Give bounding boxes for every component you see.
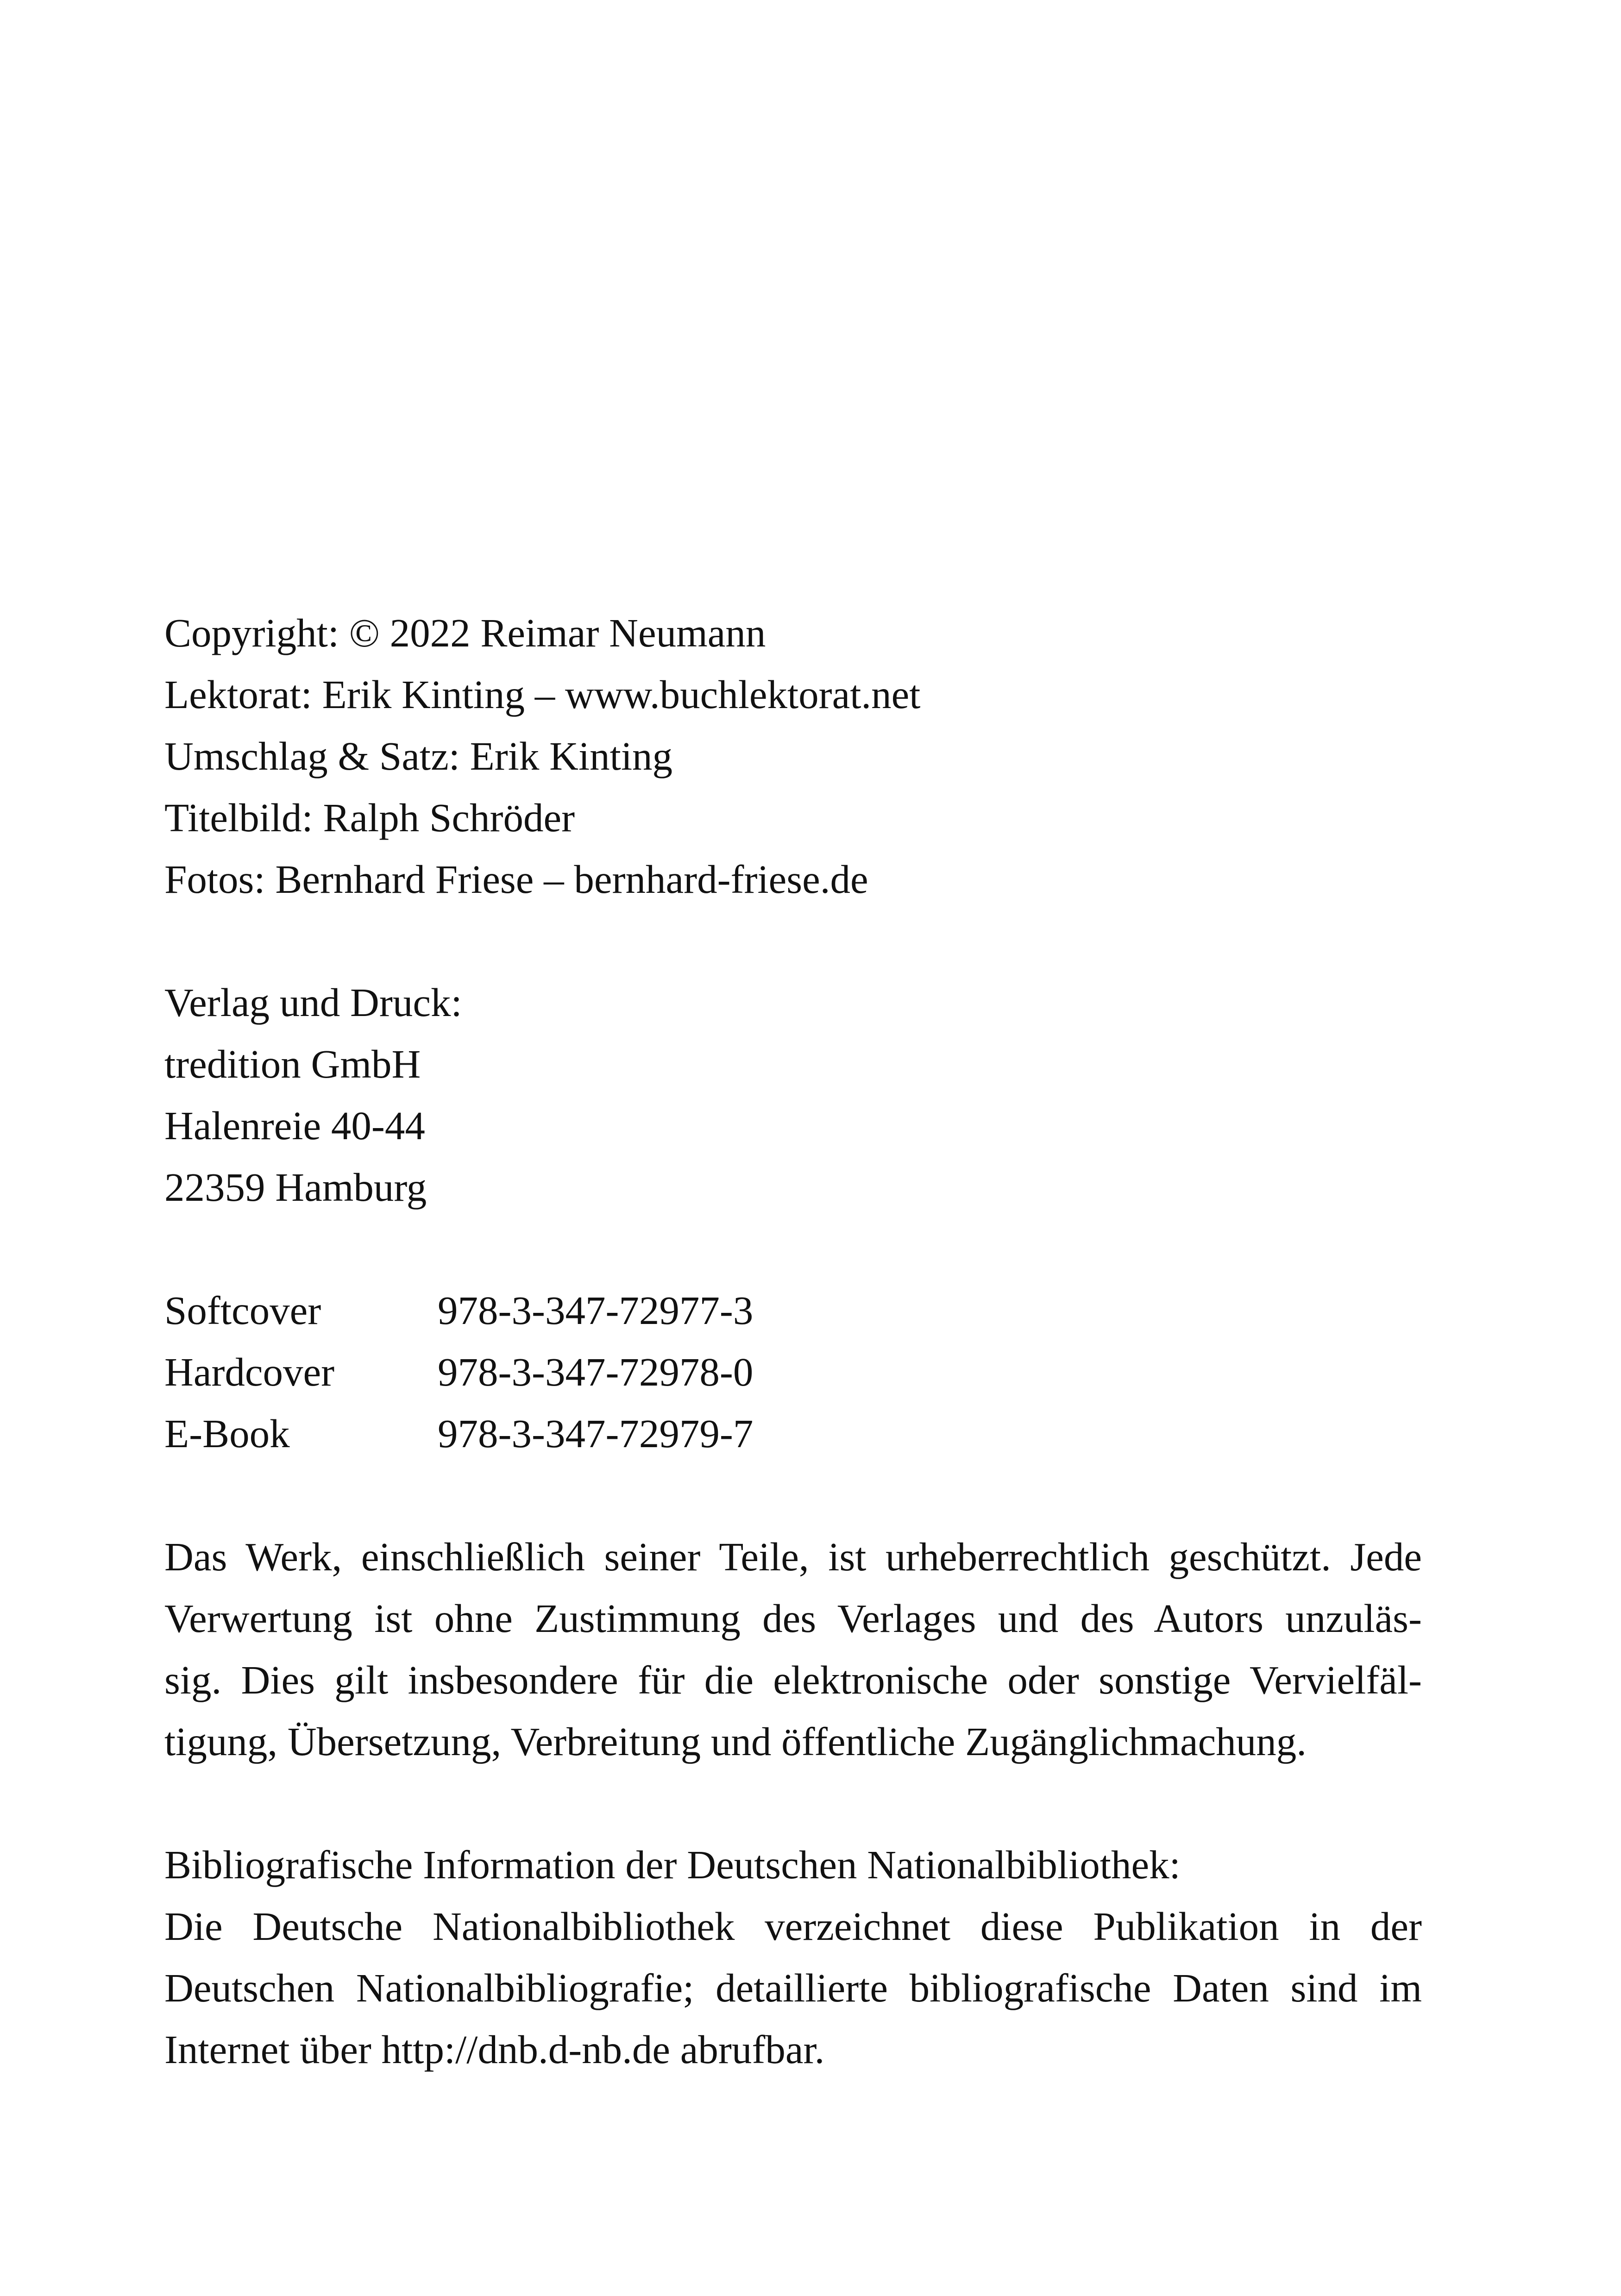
isbn-row bbox=[164, 1403, 1422, 1464]
spacer bbox=[164, 1464, 1422, 1526]
publisher-heading: Verlag und Druck: bbox=[164, 980, 462, 1025]
publisher-city: 22359 Hamburg bbox=[164, 1165, 427, 1210]
spacer bbox=[164, 1772, 1422, 1834]
rights-notice-line: tigung, Übersetzung, Verbreitung und öffentliche Zugänglichmachung. bbox=[164, 1719, 1307, 1764]
dnb-heading: Bibliografische Information der Deutschen Nationalbibliothek: bbox=[164, 1842, 1181, 1887]
dnb-block bbox=[164, 1834, 1422, 2080]
isbn-number: 978-3-347-72978-0 bbox=[438, 1349, 754, 1394]
publisher-name: tredition GmbH bbox=[164, 1041, 421, 1086]
titelbild-line: Titelbild: Ralph Schröder bbox=[164, 795, 575, 840]
spacer bbox=[164, 1218, 1422, 1280]
rights-notice bbox=[164, 1526, 1422, 1772]
credits-block bbox=[164, 602, 1422, 910]
publisher-street: Halenreie 40-44 bbox=[164, 1103, 425, 1148]
spacer bbox=[164, 910, 1422, 972]
dnb-line: Die Deutsche Nationalbibliothek verzeichnet diese Publikation in der bbox=[164, 1904, 1422, 1949]
lektorat-line: Lektorat: Erik Kinting – www.buchlektorat.net bbox=[164, 672, 921, 717]
fotos-line: Fotos: Bernhard Friese – bernhard-friese.de bbox=[164, 857, 868, 902]
imprint-content bbox=[164, 602, 1422, 2080]
rights-notice-line: Das Werk, einschließlich seiner Teile, ist urheberrechtlich geschützt. Jede bbox=[164, 1534, 1422, 1579]
dnb-line: Internet über http://dnb.d-nb.de abrufbar. bbox=[164, 2027, 825, 2072]
isbn-number: 978-3-347-72979-7 bbox=[438, 1411, 754, 1456]
copyright-line: Copyright: © 2022 Reimar Neumann bbox=[164, 610, 766, 655]
rights-notice-line: sig. Dies gilt insbesondere für die elektronische oder sonstige Vervielfäl- bbox=[164, 1657, 1422, 1702]
isbn-table bbox=[164, 1280, 1422, 1464]
isbn-number: 978-3-347-72977-3 bbox=[438, 1288, 754, 1333]
umschlag-satz-line: Umschlag & Satz: Erik Kinting bbox=[164, 734, 673, 778]
dnb-line: Deutschen Nationalbibliografie; detaillierte bibliografische Daten sind im bbox=[164, 1965, 1422, 2010]
isbn-format: Softcover bbox=[164, 1288, 321, 1333]
publisher-block bbox=[164, 972, 1422, 1218]
isbn-row bbox=[164, 1341, 1422, 1403]
isbn-format: Hardcover bbox=[164, 1349, 335, 1394]
isbn-row bbox=[164, 1280, 1422, 1341]
rights-notice-line: Verwertung ist ohne Zustimmung des Verlages und des Autors unzuläs- bbox=[164, 1596, 1422, 1641]
isbn-format: E-Book bbox=[164, 1411, 290, 1456]
